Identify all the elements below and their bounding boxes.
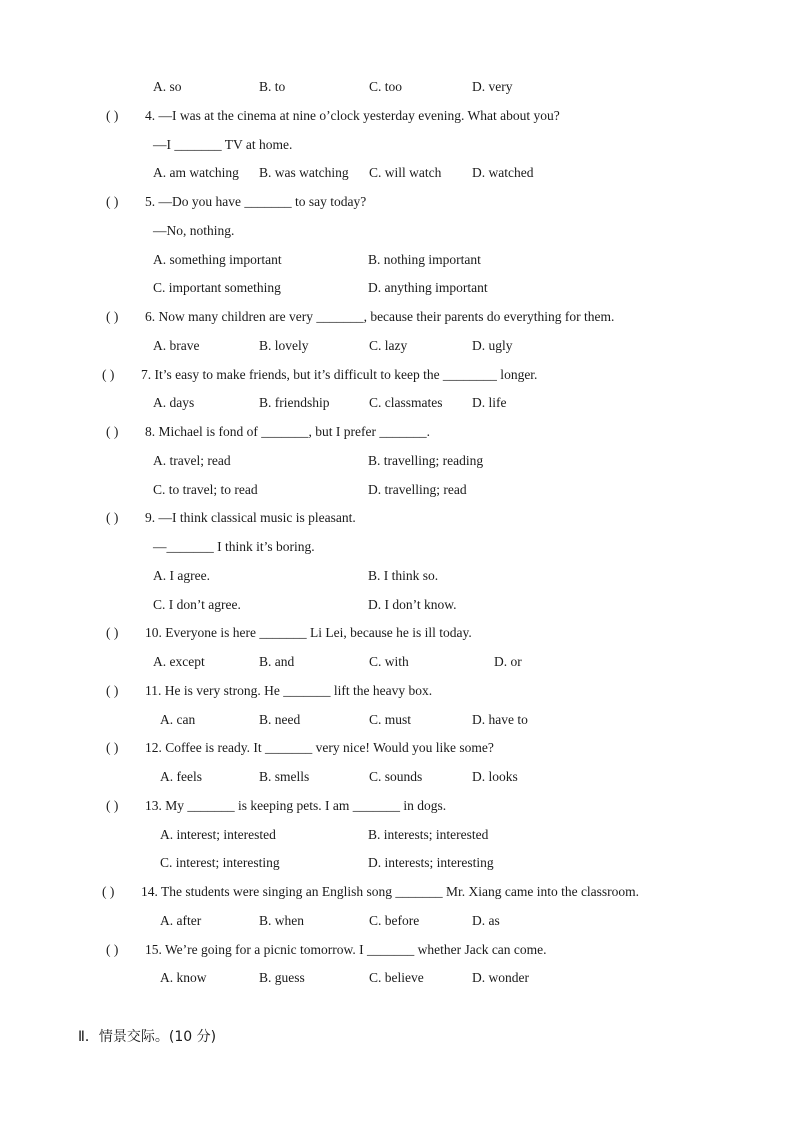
question-text: 11. He is very strong. He _______ lift the heavy box. — [145, 683, 433, 698]
question-text: 14. The students were singing an English song _______ Mr. Xiang came into the classroom. — [141, 884, 640, 899]
answer-option[interactable]: B. I think so. — [368, 568, 439, 583]
answer-option[interactable]: D. watched — [472, 165, 534, 180]
answer-option[interactable]: B. and — [259, 654, 295, 669]
answer-option[interactable]: B. interests; interested — [368, 827, 489, 842]
answer-option[interactable]: A. brave — [153, 338, 200, 353]
answer-blank[interactable]: ( ) — [106, 625, 119, 640]
answer-blank[interactable]: ( ) — [106, 108, 119, 123]
dialogue-reply: —_______ I think it’s boring. — [153, 539, 315, 554]
answer-option[interactable]: D. travelling; read — [368, 482, 467, 497]
question-text: 10. Everyone is here _______ Li Lei, because he is ill today. — [145, 625, 472, 640]
answer-blank[interactable]: ( ) — [106, 194, 119, 209]
answer-blank[interactable]: ( ) — [106, 309, 119, 324]
answer-option[interactable]: C. will watch — [369, 165, 442, 180]
answer-option[interactable]: C. believe — [369, 970, 424, 985]
answer-option[interactable]: B. was watching — [259, 165, 349, 180]
answer-option[interactable]: A. feels — [160, 769, 202, 784]
question-text: 12. Coffee is ready. It _______ very nice! Would you like some? — [145, 740, 494, 755]
answer-blank[interactable]: ( ) — [106, 798, 119, 813]
answer-option[interactable]: A. travel; read — [153, 453, 231, 468]
answer-option[interactable]: B. friendship — [259, 395, 330, 410]
dialogue-reply: —I _______ TV at home. — [153, 137, 293, 152]
answer-option[interactable]: D. have to — [472, 712, 528, 727]
answer-option[interactable]: D. looks — [472, 769, 518, 784]
answer-option[interactable]: C. sounds — [369, 769, 423, 784]
answer-option[interactable]: C. classmates — [369, 395, 443, 410]
question-text: 8. Michael is fond of _______, but I prefer _______. — [145, 424, 430, 439]
answer-blank[interactable]: ( ) — [106, 740, 119, 755]
answer-option[interactable]: B. to — [259, 79, 286, 94]
answer-option[interactable]: A. interest; interested — [160, 827, 276, 842]
section-heading: Ⅱ．情景交际。(10 分) — [78, 1029, 217, 1045]
answer-option[interactable]: D. life — [472, 395, 507, 410]
answer-option[interactable]: B. smells — [259, 769, 310, 784]
answer-option[interactable]: C. to travel; to read — [153, 482, 258, 497]
answer-blank[interactable]: ( ) — [102, 884, 115, 899]
answer-option[interactable]: D. wonder — [472, 970, 529, 985]
answer-option[interactable]: D. I don’t know. — [368, 597, 457, 612]
answer-option[interactable]: C. interest; interesting — [160, 855, 280, 870]
question-text: 7. It’s easy to make friends, but it’s difficult to keep the ________ longer. — [141, 367, 538, 382]
question-text: 6. Now many children are very _______, because their parents do everything for them. — [145, 309, 615, 324]
answer-option[interactable]: A. so — [153, 79, 182, 94]
answer-option[interactable]: C. with — [369, 654, 409, 669]
answer-option[interactable]: C. must — [369, 712, 412, 727]
answer-option[interactable]: B. travelling; reading — [368, 453, 484, 468]
answer-blank[interactable]: ( ) — [106, 683, 119, 698]
answer-option[interactable]: C. I don’t agree. — [153, 597, 241, 612]
question-text: 4. —I was at the cinema at nine o’clock yesterday evening. What about you? — [145, 108, 560, 123]
answer-option[interactable]: D. ugly — [472, 338, 513, 353]
answer-option[interactable]: A. something important — [153, 252, 282, 267]
question-text: 9. —I think classical music is pleasant. — [145, 510, 356, 525]
answer-option[interactable]: A. am watching — [153, 165, 239, 180]
answer-option[interactable]: D. or — [494, 654, 522, 669]
answer-blank[interactable]: ( ) — [106, 424, 119, 439]
answer-option[interactable]: A. after — [160, 913, 202, 928]
answer-option[interactable]: A. days — [153, 395, 195, 410]
answer-option[interactable]: B. guess — [259, 970, 305, 985]
answer-option[interactable]: B. when — [259, 913, 304, 928]
answer-option[interactable]: B. nothing important — [368, 252, 481, 267]
answer-blank[interactable]: ( ) — [106, 510, 119, 525]
question-text: 15. We’re going for a picnic tomorrow. I _______ whether Jack can come. — [145, 942, 547, 957]
answer-option[interactable]: A. can — [160, 712, 196, 727]
question-text: 5. —Do you have _______ to say today? — [145, 194, 367, 209]
dialogue-reply: —No, nothing. — [153, 223, 235, 238]
answer-option[interactable]: C. before — [369, 913, 420, 928]
answer-option[interactable]: A. I agree. — [153, 568, 210, 583]
answer-blank[interactable]: ( ) — [106, 942, 119, 957]
answer-option[interactable]: A. except — [153, 654, 205, 669]
answer-option[interactable]: D. anything important — [368, 280, 488, 295]
answer-option[interactable]: B. need — [259, 712, 301, 727]
answer-option[interactable]: C. important something — [153, 280, 281, 295]
answer-option[interactable]: D. as — [472, 913, 500, 928]
answer-option[interactable]: A. know — [160, 970, 207, 985]
answer-option[interactable]: B. lovely — [259, 338, 309, 353]
answer-option[interactable]: C. too — [369, 79, 403, 94]
answer-option[interactable]: D. very — [472, 79, 513, 94]
answer-option[interactable]: D. interests; interesting — [368, 855, 494, 870]
answer-option[interactable]: C. lazy — [369, 338, 408, 353]
question-text: 13. My _______ is keeping pets. I am _______ in dogs. — [145, 798, 447, 813]
answer-blank[interactable]: ( ) — [102, 367, 115, 382]
